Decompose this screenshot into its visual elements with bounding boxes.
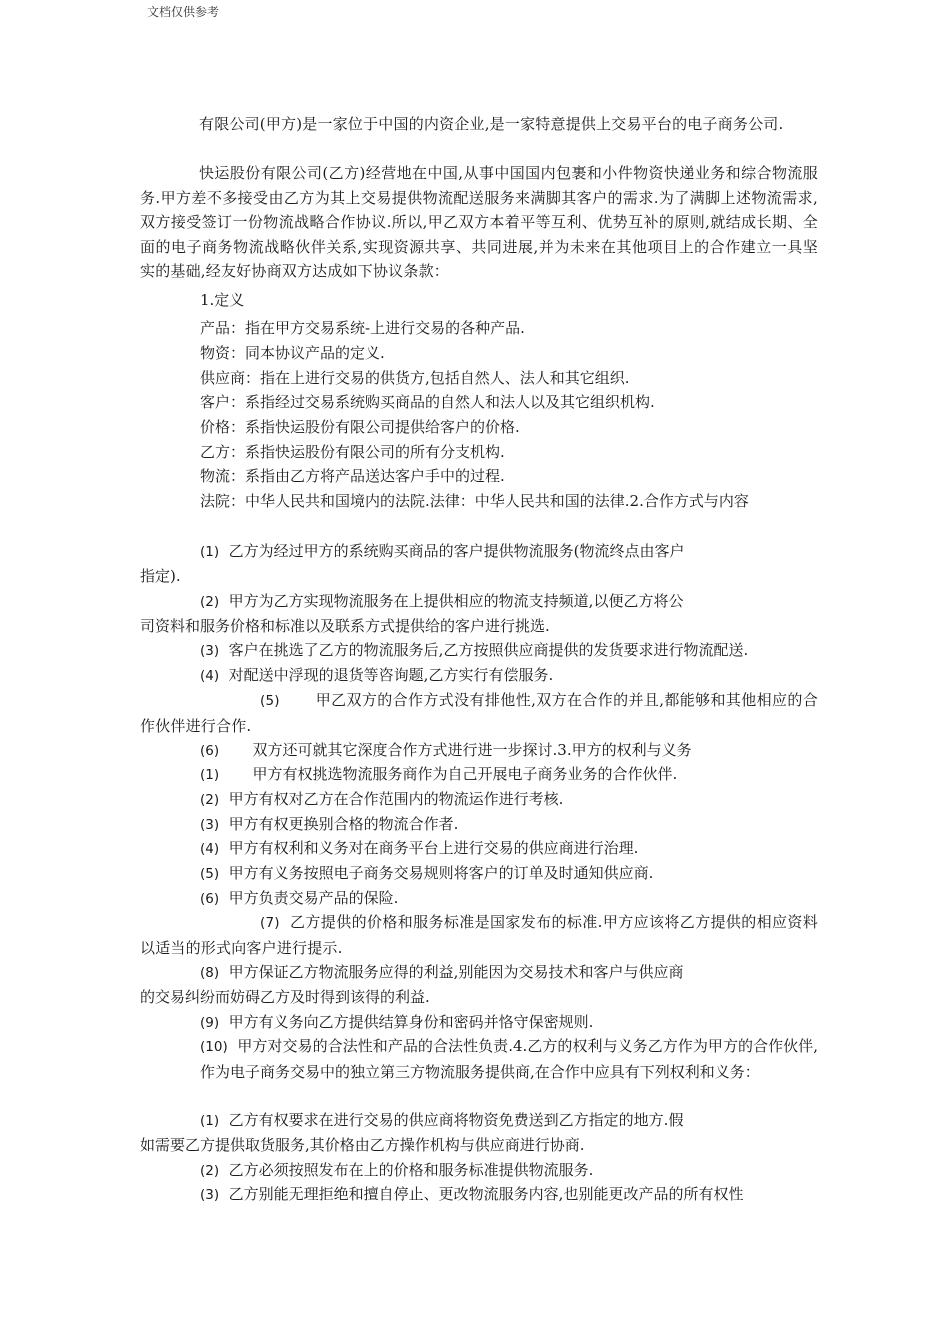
definition-item: 价格：系指快运股份有限公司提供给客户的价格. [200, 418, 520, 436]
item-text: 甲方保证乙方物流服务应得的利益,别能因为交易技术和客户与供应商 [228, 963, 684, 981]
item-number: (5) [200, 866, 220, 882]
item-text: 乙方别能无理拒绝和擅自停止、更改物流服务内容,也别能更改产品的所有权性 [228, 1185, 744, 1203]
definition-item: 乙方：系指快运股份有限公司的所有分支机构. [200, 443, 505, 461]
item-number: (3) [200, 817, 220, 833]
item-text: 双方还可就其它深度合作方式进行进一步探讨.3.甲方的权利与义务 [252, 741, 692, 759]
item-text: 乙方必须按照发布在上的价格和服务标准提供物流服务. [228, 1161, 594, 1179]
item-number: (7) [260, 915, 280, 931]
list-item-continuation: 司资料和服务价格和标准以及联系方式提供给的客户进行挑选. [140, 617, 550, 635]
item-number: (1) [200, 1113, 220, 1129]
item-number: (8) [200, 965, 220, 981]
item-number: (9) [200, 1015, 220, 1031]
list-item-party-a-4 [200, 836, 820, 862]
list-item-continuation: 如需要乙方提供取货服务,其价格由乙方操作机构与供应商进行协商. [140, 1136, 585, 1154]
definition-item: 法院：中华人民共和国境内的法院.法律：中华人民共和国的法律.2.合作方式与内容 [200, 492, 749, 510]
item-text: 甲方有权更换别合格的物流合作者. [228, 815, 459, 833]
item-number: (1) [200, 544, 220, 560]
item-text: 甲方有义务按照电子商务交易规则将客户的订单及时通知供应商. [228, 864, 654, 882]
item-text: 甲方有义务向乙方提供结算身份和密码并恪守保密规则. [228, 1013, 594, 1031]
list-item-continuation: 的交易纠纷而妨碍乙方及时得到该得的利益. [140, 988, 430, 1006]
item-number: (4) [200, 668, 220, 684]
item-number: (6) [200, 891, 220, 907]
definition-item: 物流：系指由乙方将产品送达客户手中的过程. [200, 467, 505, 485]
list-item-party-a-6 [200, 886, 820, 912]
list-item-party-a-1 [200, 762, 820, 788]
section-title-definitions: 1.定义 [200, 291, 245, 309]
intro-paragraph-1: 有限公司(甲方)是一家位于中国的内资企业,是一家特意提供上交易平台的电子商务公司. [199, 115, 784, 133]
item-text: 甲方有权利和义务对在商务平台上进行交易的供应商进行治理. [228, 839, 639, 857]
intro-paragraph-2: 快运股份有限公司(乙方)经营地在中国,从事中国国内包裹和小件物资快递业务和综合物流服务.甲方差不多接受由乙方为其上交易提供物流配送服务来满脚其客户的需求.为了满脚上述物流需求,双方接受签订一份物流战略合作协议.所以,甲乙双方本着平等互利、优势互补的原则,就结成长期、全面的电子商务物流战略伙伴关系,实现资源共享、共同进展,并为未来在其他项目上的合作建立一具坚实的基础,经友好协商双方达成如下协议条款： [140, 164, 818, 280]
item-number: (4) [200, 841, 220, 857]
list-item-party-a-10 [200, 1034, 818, 1084]
item-number: (6) [200, 743, 220, 759]
list-item-cooperation-5 [140, 688, 818, 738]
item-text: 客户在挑选了乙方的物流服务后,乙方按照供应商提供的发货要求进行物流配送. [228, 641, 749, 659]
list-item-cooperation-1 [200, 539, 820, 565]
item-number: (10) [200, 1039, 228, 1055]
item-number: (2) [200, 792, 220, 808]
item-text: 甲方有权挑选物流服务商作为自己开展电子商务业务的合作伙伴. [252, 765, 678, 783]
item-text: 对配送中浮现的退货等咨询题,乙方实行有偿服务. [228, 666, 554, 684]
list-item-cooperation-4 [200, 663, 820, 689]
item-text: 甲乙双方的合作方式没有排他性,双方在合作的并且,都能够和其他相应的合作伙伴进行合作. [140, 691, 818, 735]
list-item-cooperation-3 [200, 638, 820, 664]
list-item-party-b-1 [200, 1108, 820, 1134]
definition-item: 产品：指在甲方交易系统-上进行交易的各种产品. [200, 319, 525, 337]
list-item-party-a-2 [200, 787, 820, 813]
list-item-continuation: 指定). [140, 567, 181, 585]
definition-item: 物资：同本协议产品的定义. [200, 344, 385, 362]
item-number: (5) [260, 693, 280, 709]
list-item-party-a-9 [200, 1010, 820, 1036]
item-number: (3) [200, 1187, 220, 1203]
item-number: (1) [200, 767, 220, 783]
item-text: 甲方对交易的合法性和产品的合法性负责.4.乙方的权利与义务乙方作为甲方的合作伙伴,作为电子商务交易中的独立第三方物流服务提供商,在合作中应具有下列权利和义务： [200, 1037, 818, 1081]
item-text: 乙方有权要求在进行交易的供应商将物资免费送到乙方指定的地方.假 [228, 1111, 684, 1129]
definition-item: 客户：系指经过交易系统购买商品的自然人和法人以及其它组织机构. [200, 393, 655, 411]
item-text: 乙方提供的价格和服务标准是国家发布的标准.甲方应该将乙方提供的相应资料以适当的形式向客户进行提示. [140, 913, 819, 957]
item-number: (2) [200, 1163, 220, 1179]
list-item-cooperation-6 [200, 738, 820, 764]
item-text: 甲方为乙方实现物流服务在上提供相应的物流支持频道,以便乙方将公 [228, 592, 684, 610]
list-item-party-a-8 [200, 960, 820, 986]
page-header-note: 文档仅供参考 [147, 5, 220, 19]
list-item-party-a-7 [140, 910, 818, 960]
list-item-party-a-3 [200, 812, 820, 838]
list-item-party-a-5 [200, 861, 820, 887]
list-item-cooperation-2 [200, 589, 820, 615]
item-text: 甲方负责交易产品的保险. [228, 889, 399, 907]
list-item-party-b-2 [200, 1158, 820, 1184]
definition-item: 供应商：指在上进行交易的供货方,包括自然人、法人和其它组织. [200, 369, 630, 387]
item-number: (2) [200, 594, 220, 610]
item-number: (3) [200, 643, 220, 659]
list-item-party-b-3 [200, 1182, 820, 1208]
item-text: 甲方有权对乙方在合作范围内的物流运作进行考核. [228, 790, 564, 808]
item-text: 乙方为经过甲方的系统购买商品的客户提供物流服务(物流终点由客户 [228, 542, 685, 560]
